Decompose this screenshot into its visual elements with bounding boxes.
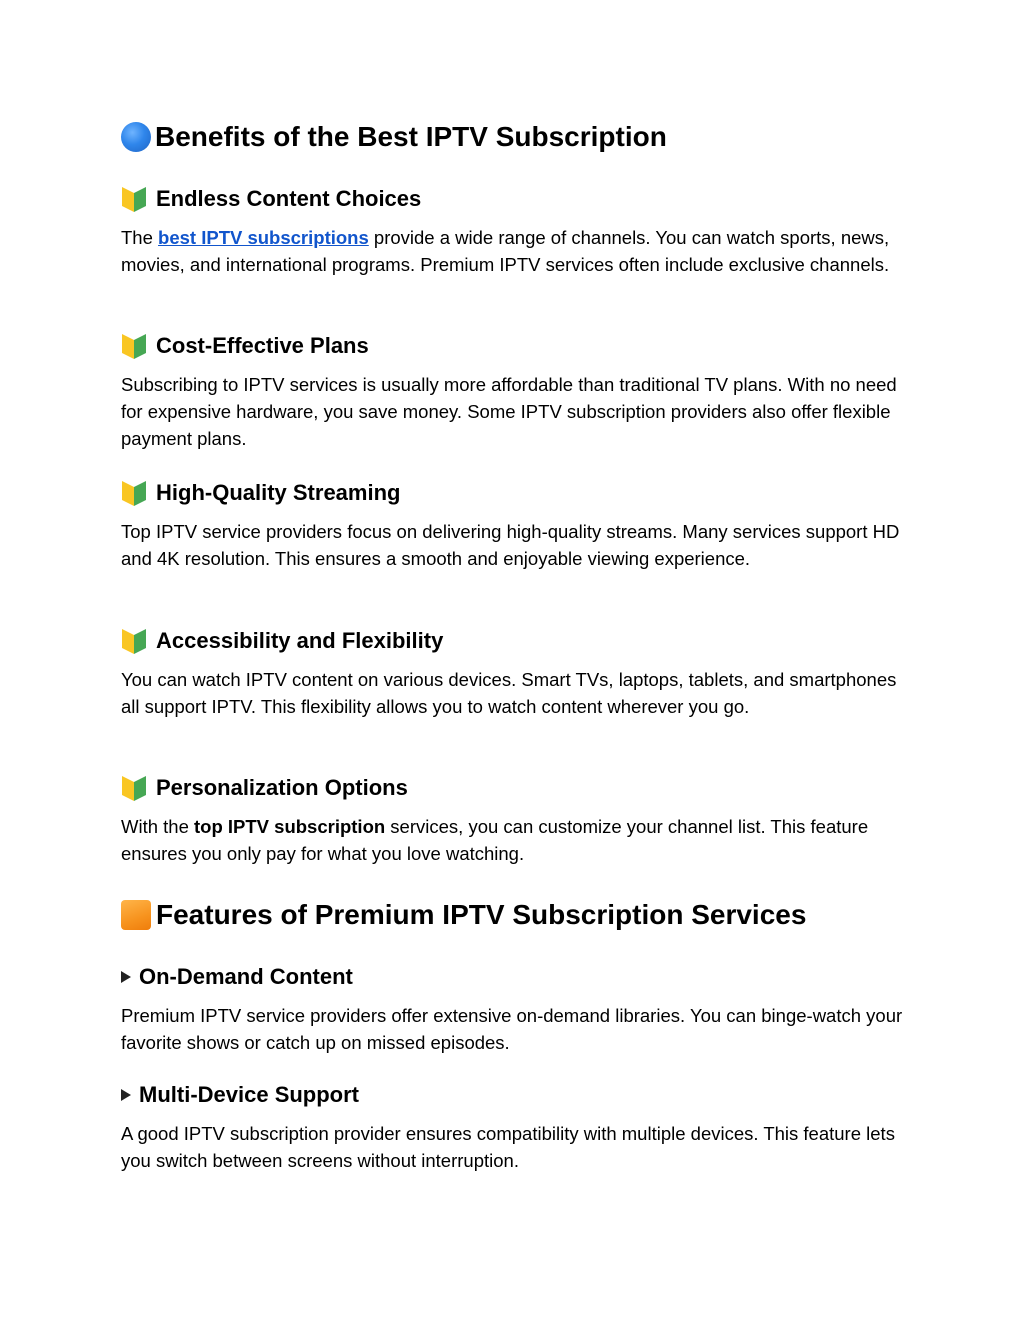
paragraph-text: The — [121, 227, 159, 248]
japanese-beginner-symbol-icon — [121, 774, 147, 802]
subheading-text: Cost-Effective Plans — [156, 333, 369, 358]
subheading-text: Personalization Options — [156, 775, 408, 800]
paragraph-multi-device: A good IPTV subscription provider ensures compatibility with multiple devices. This feature lets you switch between screens without interruption. — [121, 1123, 895, 1171]
paragraph-endless-content — [121, 224, 911, 278]
subheading-text: Multi-Device Support — [139, 1082, 360, 1107]
paragraph-high-quality: Top IPTV service providers focus on delivering high-quality streams. Many services support HD and 4K resolution. This ensures a smooth and enjoyable viewing experience. — [121, 521, 900, 569]
section-heading-features — [121, 898, 806, 932]
subheading-high-quality — [121, 479, 400, 507]
subheading-text: High-Quality Streaming — [156, 480, 401, 505]
triangle-bullet-icon — [121, 971, 131, 983]
section-heading-text: Benefits of the Best IPTV Subscription — [155, 121, 667, 152]
section-heading-benefits — [121, 120, 667, 154]
subheading-personalization — [121, 774, 408, 802]
subheading-text: Accessibility and Flexibility — [156, 628, 444, 653]
subheading-cost-effective — [121, 332, 369, 360]
best-iptv-subscriptions-link[interactable]: best IPTV subscriptions — [158, 227, 369, 248]
subheading-multi-device — [121, 1081, 359, 1109]
orange-square-icon — [121, 900, 151, 930]
triangle-bullet-icon — [121, 1089, 131, 1101]
subheading-accessibility — [121, 627, 443, 655]
subheading-text: Endless Content Choices — [156, 186, 422, 211]
japanese-beginner-symbol-icon — [121, 332, 147, 360]
subheading-endless-content — [121, 185, 421, 213]
subheading-on-demand — [121, 963, 353, 991]
paragraph-cost-effective: Subscribing to IPTV services is usually more affordable than traditional TV plans. With no need for expensive hardware, you save money. Some IPTV subscription providers also offer flexible payment plans. — [121, 374, 897, 449]
japanese-beginner-symbol-icon — [121, 479, 147, 507]
japanese-beginner-symbol-icon — [121, 627, 147, 655]
subheading-text: On-Demand Content — [139, 964, 353, 989]
paragraph-text: With the — [121, 816, 194, 837]
section-heading-text: Features of Premium IPTV Subscription Services — [156, 899, 807, 930]
paragraph-personalization — [121, 813, 911, 867]
japanese-beginner-symbol-icon — [121, 185, 147, 213]
paragraph-accessibility: You can watch IPTV content on various devices. Smart TVs, laptops, tablets, and smartphones all support IPTV. This flexibility allows you to watch content wherever you go. — [121, 669, 897, 717]
paragraph-text: services, you can customize your channel list. This feature ensures you only pay for what you love watching. — [121, 816, 869, 864]
top-iptv-subscription-bold: top IPTV subscription — [194, 816, 386, 837]
paragraph-text: provide a wide range of channels. You can watch sports, news, movies, and international programs. Premium IPTV services often include exclusive channels. — [121, 227, 890, 275]
paragraph-on-demand: Premium IPTV service providers offer extensive on-demand libraries. You can binge-watch your favorite shows or catch up on missed episodes. — [121, 1005, 903, 1053]
blue-circle-icon — [121, 122, 151, 152]
